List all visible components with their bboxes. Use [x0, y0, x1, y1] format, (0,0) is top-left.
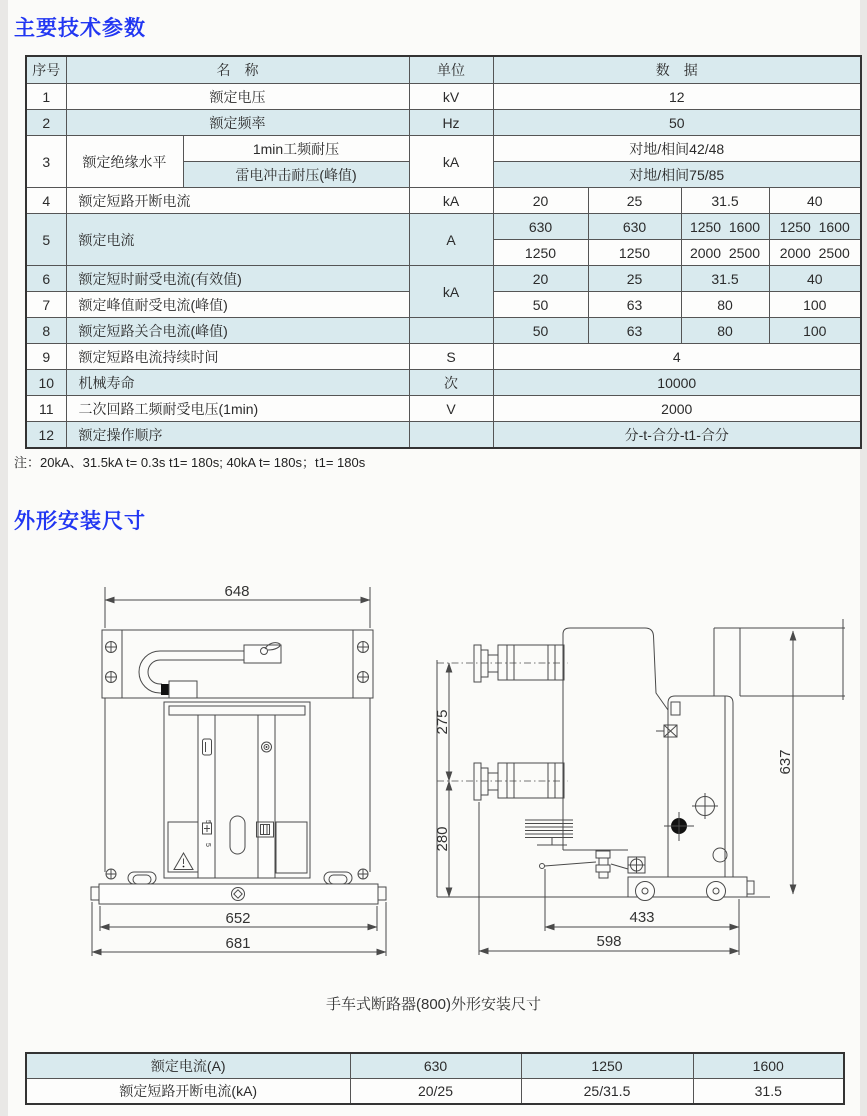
c-name: 额定频率	[66, 110, 409, 136]
dim-side-pole-spacing: 275	[434, 709, 451, 735]
side-view-drawing	[434, 619, 845, 955]
handle-slot	[230, 816, 245, 854]
c-data: 12	[493, 84, 861, 110]
c-no: 7	[26, 292, 66, 318]
c-data: 25/31.5	[521, 1079, 693, 1105]
c-data: 1600	[693, 1053, 844, 1079]
c-no: 1	[26, 84, 66, 110]
c-no: 3	[26, 136, 66, 188]
table-row	[26, 1053, 844, 1079]
c-name: 额定电压	[66, 84, 409, 110]
c-no: 11	[26, 396, 66, 422]
c-name: 二次回路工频耐受电压(1min)	[66, 396, 409, 422]
table-row	[26, 110, 861, 136]
c-data: 对地/相间42/48	[493, 136, 861, 162]
c-data: 1250	[493, 240, 588, 266]
c-unit: kA	[409, 136, 493, 188]
table-row	[26, 1079, 844, 1105]
c-data: 40	[769, 188, 861, 214]
svg-text:5: 5	[204, 820, 211, 824]
c-unit: kA	[409, 188, 493, 214]
dim-front-overall-width: 681	[225, 935, 251, 952]
c-no: 6	[26, 266, 66, 292]
table-row	[26, 84, 861, 110]
c-data: 1250	[588, 240, 681, 266]
c-data: 对地/相间75/85	[493, 162, 861, 188]
drawing-caption: 手车式断路器(800)外形安装尺寸	[325, 996, 542, 1013]
operating-linkage	[540, 851, 646, 878]
technical-parameters-table	[25, 55, 862, 449]
flexible-connector	[525, 820, 573, 845]
table-row	[26, 188, 861, 214]
c-data: 100	[769, 292, 861, 318]
c-unit	[409, 318, 493, 344]
c-name: 额定短路电流持续时间	[66, 344, 409, 370]
c-no: 10	[26, 370, 66, 396]
warning-triangle-icon	[174, 853, 193, 870]
c-name: 额定短时耐受电流(有效值)	[66, 266, 409, 292]
c-unit	[409, 422, 493, 449]
crosshair-hole	[692, 793, 718, 819]
c-subname: 雷电冲击耐压(峰值)	[183, 162, 409, 188]
table-header-row	[26, 56, 861, 84]
c-data: 63	[588, 292, 681, 318]
c-label: 额定短路开断电流(kA)	[26, 1079, 350, 1105]
c-data: 50	[493, 110, 861, 136]
c-data: 2000 2500	[769, 240, 861, 266]
c-data: 20	[493, 266, 588, 292]
c-unit: Hz	[409, 110, 493, 136]
table-footnote: 注：20kA、31.5kA t= 0.3s t1= 180s; 40kA t= 180s；t1= 180s	[14, 455, 366, 470]
c-no: 9	[26, 344, 66, 370]
bracket-bolt	[656, 725, 677, 737]
c-name: 额定绝缘水平	[66, 136, 183, 188]
c-name: 额定短路关合电流(峰值)	[66, 318, 409, 344]
c-no: 2	[26, 110, 66, 136]
c-data: 50	[493, 318, 588, 344]
c-data: 1250 1600	[681, 214, 769, 240]
section-title-technical-parameters: 主要技术参数	[14, 17, 146, 40]
c-data: 25	[588, 266, 681, 292]
c-no: 5	[26, 214, 66, 266]
c-data: 630	[350, 1053, 521, 1079]
c-name: 额定电流	[66, 214, 409, 266]
c-data: 1250	[521, 1053, 693, 1079]
c-data: 10000	[493, 370, 861, 396]
pole-tank	[563, 628, 668, 850]
c-data: 20	[493, 188, 588, 214]
c-no: 4	[26, 188, 66, 214]
c-subname: 1min工频耐压	[183, 136, 409, 162]
c-unit: 次	[409, 370, 493, 396]
table-row	[26, 396, 861, 422]
dim-side-overall-depth: 598	[596, 933, 622, 950]
interlock-cable	[139, 643, 281, 698]
dim-front-top-width: 648	[224, 583, 250, 600]
table-row	[26, 214, 861, 240]
c-name: 额定峰值耐受电流(峰值)	[66, 292, 409, 318]
installation-dimension-drawings	[0, 555, 867, 970]
dim-side-lower-height: 280	[434, 826, 451, 852]
table-row	[26, 266, 861, 292]
c-data: 31.5	[681, 188, 769, 214]
header-no: 序号	[26, 56, 66, 84]
rating-summary-table	[25, 1052, 845, 1105]
header-data: 数 据	[493, 56, 861, 84]
c-data: 1250 1600	[769, 214, 861, 240]
svg-text:5: 5	[204, 843, 211, 847]
c-unit: S	[409, 344, 493, 370]
c-data: 分-t-合分-t1-合分	[493, 422, 861, 449]
c-data: 630	[588, 214, 681, 240]
mechanism-housing	[668, 696, 733, 877]
c-data: 31.5	[693, 1079, 844, 1105]
dim-front-plate-width: 652	[225, 910, 251, 927]
c-data: 31.5	[681, 266, 769, 292]
dim-side-base-length: 433	[629, 909, 655, 926]
c-data: 2000	[493, 396, 861, 422]
front-view-drawing	[91, 583, 386, 956]
c-unit: V	[409, 396, 493, 422]
c-no: 12	[26, 422, 66, 449]
table-row	[26, 136, 861, 162]
table-row	[26, 422, 861, 449]
c-name: 额定操作顺序	[66, 422, 409, 449]
c-data: 630	[493, 214, 588, 240]
table-row	[26, 370, 861, 396]
dim-side-overall-height: 637	[777, 749, 794, 775]
c-data: 80	[681, 292, 769, 318]
header-unit: 单位	[409, 56, 493, 84]
lower-terminal-bushing	[474, 763, 564, 800]
c-name: 机械寿命	[66, 370, 409, 396]
c-unit: A	[409, 214, 493, 266]
upper-terminal-bushing	[474, 645, 564, 682]
c-name: 额定短路开断电流	[66, 188, 409, 214]
c-data: 4	[493, 344, 861, 370]
wheel	[636, 882, 726, 901]
table-row	[26, 344, 861, 370]
c-data: 50	[493, 292, 588, 318]
c-data: 100	[769, 318, 861, 344]
screw-icon	[106, 642, 369, 683]
section-title-dimensions: 外形安装尺寸	[14, 510, 146, 533]
c-label: 额定电流(A)	[26, 1053, 350, 1079]
c-no: 8	[26, 318, 66, 344]
c-data: 20/25	[350, 1079, 521, 1105]
c-unit: kA	[409, 266, 493, 318]
c-data: 63	[588, 318, 681, 344]
c-unit: kV	[409, 84, 493, 110]
c-data: 2000 2500	[681, 240, 769, 266]
c-data: 25	[588, 188, 681, 214]
table-row	[26, 318, 861, 344]
c-data: 40	[769, 266, 861, 292]
header-name: 名 称	[66, 56, 409, 84]
c-data: 80	[681, 318, 769, 344]
